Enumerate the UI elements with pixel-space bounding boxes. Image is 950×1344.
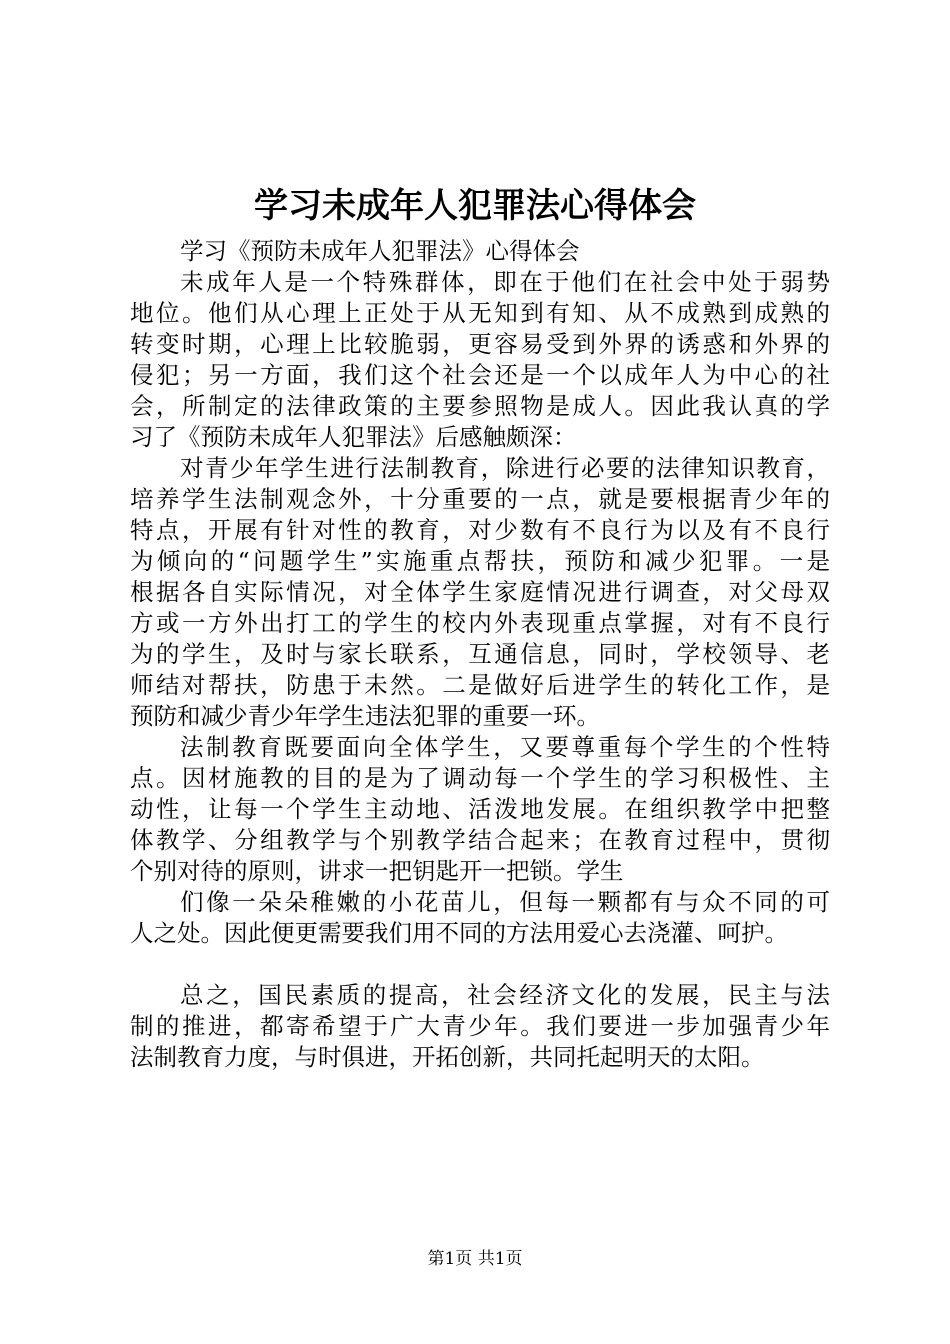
text-line: 特点，开展有针对性的教育，对少数有不良行为以及有不良行 — [130, 516, 830, 544]
document-title: 学习未成年人犯罪法心得体会 — [254, 186, 696, 226]
text-line: 法制教育既要面向全体学生，又要尊重每个学生的个性特 — [180, 733, 830, 761]
text-line: 为的学生，及时与家长联系，互通信息，同时，学校领导、老 — [130, 640, 830, 668]
paragraph — [130, 453, 830, 732]
text-line: 师结对帮扶，防患于未然。二是做好后进学生的转化工作，是 — [130, 671, 830, 699]
page-number-footer: 第1页 共1页 — [427, 1249, 523, 1269]
text-line: 体教学、分组教学与个别教学结合起来；在教育过程中，贯彻 — [130, 826, 830, 854]
text-line: 们像一朵朵稚嫩的小花苗儿，但每一颗都有与众不同的可 — [180, 888, 830, 916]
text-line: 为倾向的“问题学生”实施重点帮扶，预防和减少犯罪。一是 — [130, 547, 830, 575]
text-line: 会，所制定的法律政策的主要参照物是成人。因此我认真的学 — [130, 392, 830, 420]
text-line: 培养学生法制观念外，十分重要的一点，就是要根据青少年的 — [130, 485, 830, 513]
paragraph — [130, 732, 830, 887]
text-line: 制的推进，都寄希望于广大青少年。我们要进一步加强青少年 — [130, 1012, 830, 1040]
text-line: 习了《预防未成年人犯罪法》后感触颇深： — [130, 423, 577, 451]
paragraph-spacer — [130, 949, 830, 980]
paragraph — [130, 887, 830, 949]
text-line: 预防和减少青少年学生违法犯罪的重要一环。 — [130, 702, 600, 730]
paragraph-subtitle — [130, 236, 830, 267]
text-line: 未成年人是一个特殊群体，即在于他们在社会中处于弱势 — [180, 268, 830, 296]
text-line: 根据各自实际情况，对全体学生家庭情况进行调查，对父母双 — [130, 578, 830, 606]
document-body — [130, 236, 830, 1073]
text-line: 转变时期，心理上比较脆弱，更容易受到外界的诱惑和外界的 — [130, 330, 830, 358]
text-line: 地位。他们从心理上正处于从无知到有知、从不成熟到成熟的 — [130, 299, 830, 327]
text-line: 个别对待的原则，讲求一把钥匙开一把锁。学生 — [130, 857, 624, 885]
text-line: 动性，让每一个学生主动地、活泼地发展。在组织教学中把整 — [130, 795, 830, 823]
text-line: 法制教育力度，与时俱进，开拓创新，共同托起明天的太阳。 — [130, 1043, 765, 1071]
text-line: 对青少年学生进行法制教育，除进行必要的法律知识教育， — [180, 454, 830, 482]
text-line: 学习《预防未成年人犯罪法》心得体会 — [180, 237, 580, 265]
text-line: 侵犯；另一方面，我们这个社会还是一个以成年人为中心的社 — [130, 361, 830, 389]
paragraph — [130, 267, 830, 453]
text-line: 方或一方外出打工的学生的校内外表现重点掌握，对有不良行 — [130, 609, 830, 637]
text-line: 人之处。因此便更需要我们用不同的方法用爱心去浇灌、呵护。 — [130, 919, 788, 947]
text-line: 总之，国民素质的提高，社会经济文化的发展，民主与法 — [180, 981, 830, 1009]
text-line: 点。因材施教的目的是为了调动每一个学生的学习积极性、主 — [130, 764, 830, 792]
paragraph — [130, 980, 830, 1073]
